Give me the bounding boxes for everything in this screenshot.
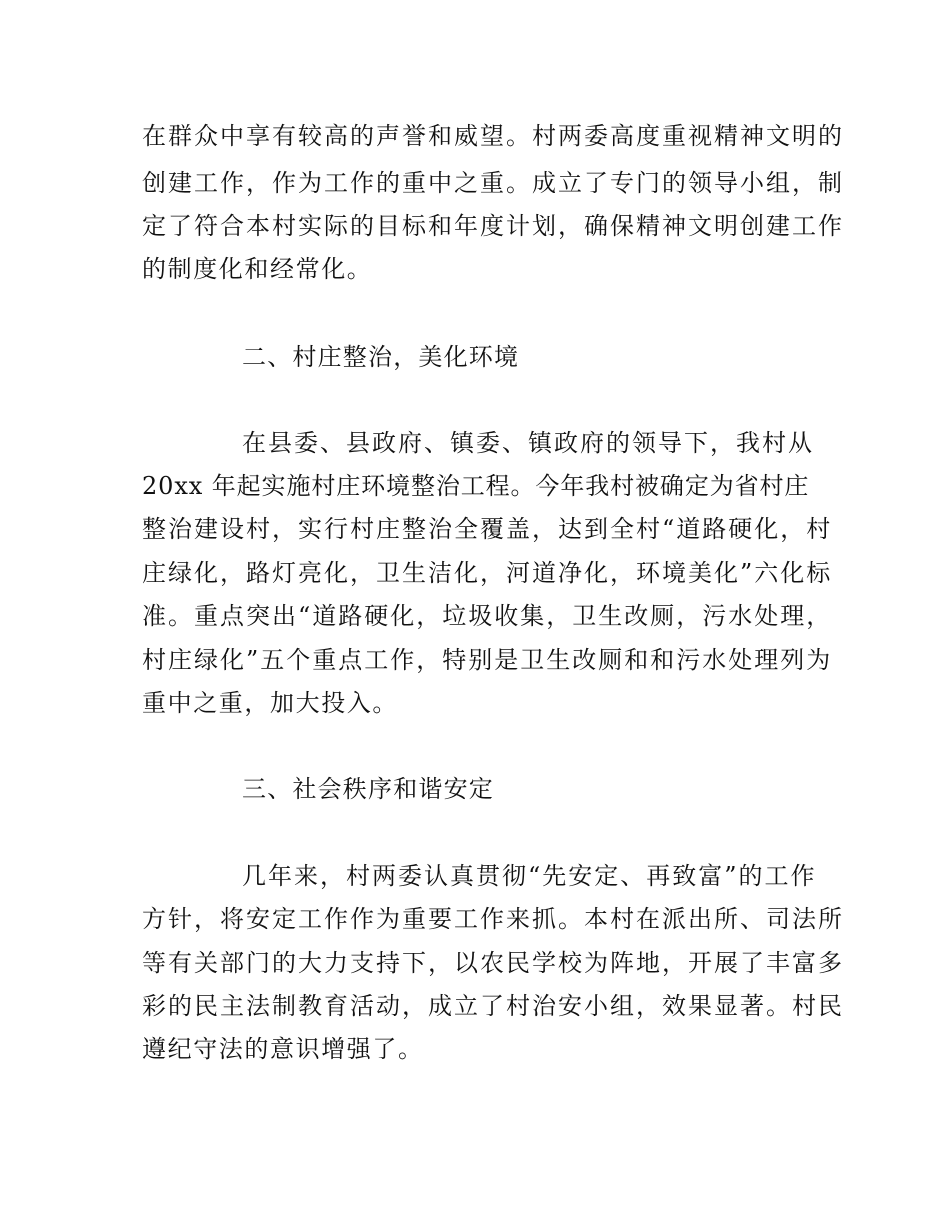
section-heading: 二、村庄整治，美化环境 [242, 343, 520, 371]
paragraph-line: 几年来，村两委认真贯彻“先安定、再致富”的工作 [242, 862, 817, 890]
paragraph-line: 在县委、县政府、镇委、镇政府的领导下，我村从 [242, 429, 814, 457]
paragraph-line: 在群众中享有较高的声誉和威望。村两委高度重视精神文明的 [142, 122, 844, 150]
paragraph-line: 村庄绿化”五个重点工作，特别是卫生改厕和和污水处理列为 [142, 646, 833, 674]
paragraph-line: 庄绿化，路灯亮化，卫生洁化，河道净化，环境美化”六化标 [142, 559, 833, 587]
paragraph-line: 20xx 年起实施村庄环境整治工程。今年我村被确定为省村庄 [142, 472, 810, 500]
paragraph-line: 准。重点突出“道路硬化，垃圾收集，卫生改厕，污水处理， [142, 602, 833, 630]
paragraph-line: 重中之重，加大投入。 [142, 689, 398, 717]
paragraph-line: 创建工作，作为工作的重中之重。成立了专门的领导小组，制 [142, 169, 844, 197]
paragraph-line: 定了符合本村实际的目标和年度计划，确保精神文明创建工作 [142, 212, 844, 240]
paragraph-line: 的制度化和经常化。 [142, 255, 373, 283]
paragraph-line: 等有关部门的大力支持下，以农民学校为阵地，开展了丰富多 [142, 949, 844, 977]
paragraph-line: 方针，将安定工作作为重要工作来抓。本村在派出所、司法所 [142, 905, 844, 933]
section-heading: 三、社会秩序和谐安定 [242, 775, 494, 803]
paragraph-line: 遵纪守法的意识增强了。 [142, 1035, 424, 1063]
paragraph-line: 彩的民主法制教育活动，成立了村治安小组，效果显著。村民 [142, 992, 844, 1020]
paragraph-line: 整治建设村，实行村庄整治全覆盖，达到全村“道路硬化，村 [142, 515, 833, 543]
